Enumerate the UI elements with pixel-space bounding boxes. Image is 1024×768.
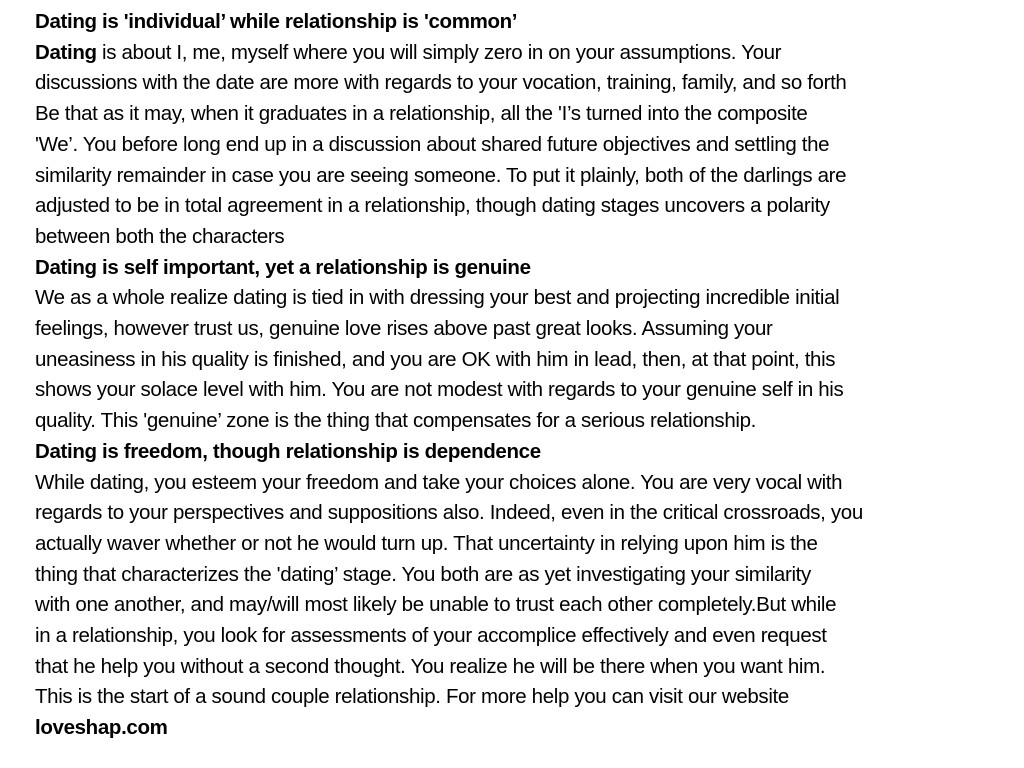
paragraph-line: feelings, however trust us, genuine love rises above past great looks. Assuming your: [35, 317, 773, 341]
paragraph-line: between both the characters: [35, 224, 285, 248]
section-heading-self-important-genuine: Dating is self important, yet a relationship is genuine: [35, 255, 531, 279]
paragraph-line-text: is about I, me, myself where you will simply zero in on your assumptions. Your: [96, 40, 782, 64]
paragraph-line: thing that characterizes the 'dating’ stage. You both are as yet investigating your similarity: [35, 562, 811, 586]
paragraph-line: uneasiness in his quality is finished, and you are OK with him in lead, then, at that point, this: [35, 347, 836, 371]
paragraph-line: This is the start of a sound couple relationship. For more help you can visit our website: [35, 685, 789, 709]
section-heading-freedom-dependence: Dating is freedom, though relationship is dependence: [35, 439, 541, 463]
paragraph-line: that he help you without a second thought. You realize he will be there when you want him.: [35, 654, 826, 678]
paragraph-line: 'We’. You before long end up in a discussion about shared future objectives and settling the: [35, 132, 830, 156]
paragraph-line: Be that as it may, when it graduates in a relationship, all the 'I’s turned into the composite: [35, 102, 808, 126]
paragraph-line: actually waver whether or not he would turn up. That uncertainty in relying upon him is the: [35, 531, 818, 555]
paragraph-line: discussions with the date are more with regards to your vocation, training, family, and so forth: [35, 71, 847, 95]
paragraph-line: with one another, and may/will most likely be unable to trust each other completely.But while: [35, 593, 837, 617]
paragraph-line: While dating, you esteem your freedom and take your choices alone. You are very vocal with: [35, 470, 843, 494]
paragraph-line: quality. This 'genuine’ zone is the thing that compensates for a serious relationship.: [35, 409, 756, 433]
paragraph-line: in a relationship, you look for assessments of your accomplice effectively and even request: [35, 624, 827, 648]
paragraph-line: [35, 38, 1020, 69]
paragraph-line: We as a whole realize dating is tied in with dressing your best and projecting incredible initial: [35, 286, 840, 310]
paragraph-line: regards to your perspectives and suppositions also. Indeed, even in the critical crossroads, you: [35, 501, 863, 525]
document-body: [35, 7, 1020, 744]
dating-lead-word: Dating: [35, 40, 97, 64]
paragraph-line: similarity remainder in case you are seeing someone. To put it plainly, both of the darlings are: [35, 163, 847, 187]
paragraph-line: shows your solace level with him. You are not modest with regards to your genuine self in his: [35, 378, 844, 402]
section-heading-individual-common: Dating is 'individual’ while relationship is 'common’: [35, 10, 518, 33]
paragraph-line: adjusted to be in total agreement in a relationship, though dating stages uncovers a polarity: [35, 194, 830, 218]
website-link[interactable]: loveshap.com: [35, 716, 168, 740]
